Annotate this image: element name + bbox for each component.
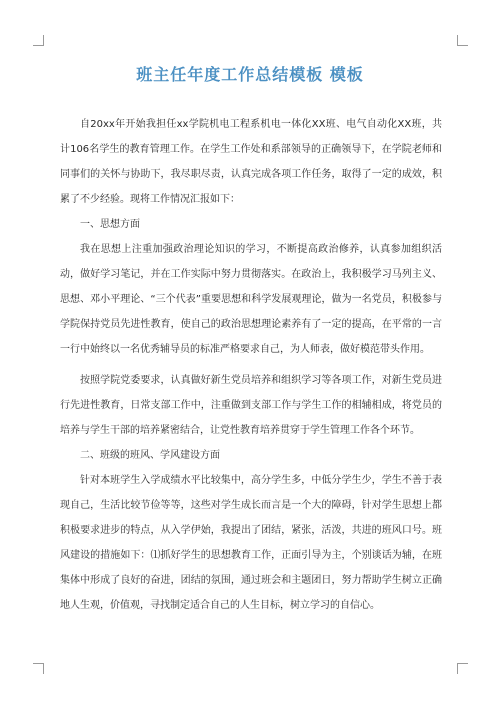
document-body — [60, 112, 442, 618]
crop-mark-top-left — [33, 35, 44, 46]
paragraph-class-style: 针对本班学生入学成绩水平比较集中，高分学生多，中低分学生少，学生不善于表现自己，生活比较节俭等等，这些对学生成长而言是一个大的障碍，针对学生思想上都积极要求进步的特点，从入学伊始，我提出了团结，紧张，活泼，共进的班风口号。班风建设的措施如下：⑴抓好学生的思想教育工作，正面引导为主，个别谈话为辅，在班集体中形成了良好的奋进，团结的氛围，通过班会和主题团日，努力帮助学生树立正确地人生观，价值观，寻找制定适合自己的人生目标，树立学习的自信心。 — [60, 475, 442, 611]
paragraph-intro: 自20xx年开始我担任xx学院机电工程系机电一体化XX班、电气自动化XX班，共计106名学生的教育管理工作。在学生工作处和系部领导的正确领导下，在学院老师和同事们的关怀与协助下，我尽职尽责，认真完成各项工作任务，取得了一定的成效，积累了不少经验。现将工作情况汇报如下： — [60, 119, 442, 205]
paragraph-thought-2: 按照学院党委要求，认真做好新生党员培养和组织学习等各项工作，对新生党员进行先进性教育，日常支部工作中，注重做到支部工作与学生工作的相辅相成，将党员的培养与学生干部的培养紧密结合，让党性教育培养贯穿于学生管理工作各个环节。 — [60, 375, 442, 436]
crop-mark-bottom-right — [457, 663, 468, 674]
section-heading-class-style: 二、班级的班风、学风建设方面 — [80, 450, 220, 461]
paragraph-thought-1: 我在思想上注重加强政治理论知识的学习，不断提高政治修养，认真参加组织活动，做好学习笔记，并在工作实际中努力贯彻落实。在政治上，我积极学习马列主义、思想、邓小平理论、“三个代表”重要思想和科学发展观理论，做为一名党员，积极参与学院保持党员先进性教育，使自己的政治思想理论素养有了一定的提高，在平常的一言一行中始终以一名优秀辅导员的标准严格要求自己，为人师表，做好模范带头作用。 — [60, 244, 442, 355]
section-heading-thought: 一、思想方面 — [80, 219, 140, 230]
crop-mark-top-right — [457, 35, 468, 46]
crop-mark-bottom-left — [33, 663, 44, 674]
document-title: 班主任年度工作总结模板 模板 — [136, 65, 364, 84]
